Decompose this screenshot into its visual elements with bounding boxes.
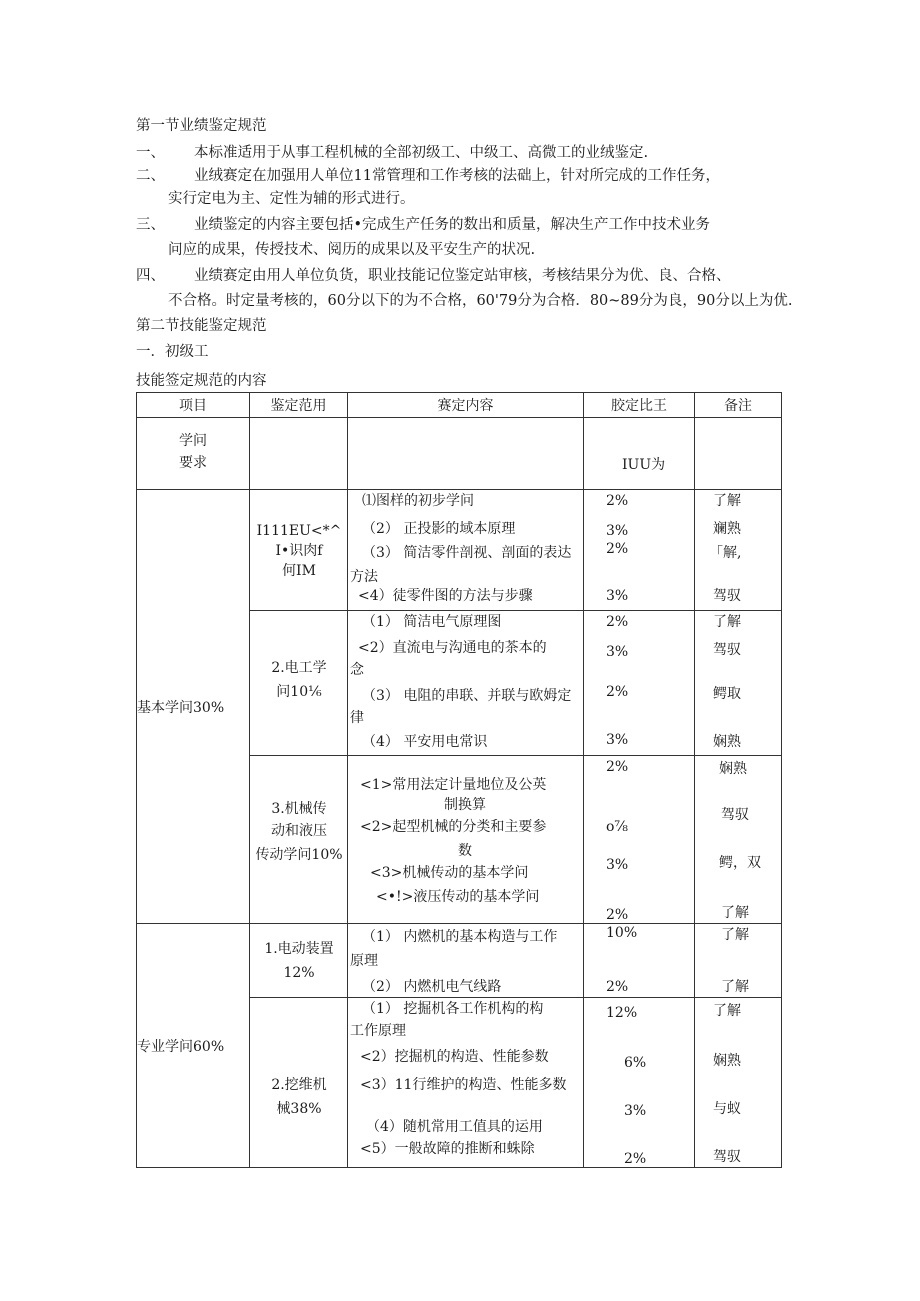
- ratio-text: 10%: [606, 925, 638, 941]
- item-1-line-1: 本标准适用于从事工程机械的全部初级工、中级工、高微工的业绒鉴定.: [194, 145, 649, 161]
- content-text: <•!>液压传动的基本学问: [376, 889, 540, 905]
- item-3-line-2: 问应的成果，传授技术、阅历的成果以及平安生产的状况.: [168, 242, 536, 258]
- note-text: 斓熟: [713, 521, 741, 537]
- note-text: 娴熟: [713, 734, 741, 750]
- item-2-line-1: 业绒赛定在加强用人单位11常管理和工作考核的法础上，针对所完成的工作任务，: [194, 168, 720, 184]
- scope-text: I111EU<*^: [256, 523, 342, 539]
- ratio-text: 3%: [606, 588, 629, 604]
- knowledge-label-1: 学问: [179, 433, 207, 449]
- content-text: （1） 内燃机的基本构造与工作: [362, 929, 558, 945]
- header-note: 备注: [695, 393, 782, 418]
- content-text: <2>起型机械的分类和主要参: [360, 819, 547, 835]
- cell-empty: [695, 418, 782, 490]
- ratio-text: 3%: [606, 644, 629, 660]
- content-text: 工作原理: [350, 1023, 406, 1039]
- cell-scope: [250, 998, 348, 1168]
- ratio-text: 3%: [606, 523, 629, 539]
- content-text: <1>常用法定计量地位及公英: [360, 777, 547, 793]
- content-text: （2） 正投影的域本原理: [362, 521, 516, 537]
- skill-spec-table: [136, 392, 782, 1168]
- cell-ratio: [584, 611, 695, 756]
- ratio-text: 2%: [624, 1151, 647, 1167]
- note-text: 「解,: [709, 545, 742, 561]
- content-text: （4） 平安用电常识: [362, 734, 488, 750]
- ratio-text: 6%: [624, 1055, 647, 1071]
- scope-text: 3.机械传: [271, 801, 327, 817]
- scope-text: 2.电工学: [271, 660, 327, 676]
- content-text: 原理: [350, 953, 378, 969]
- cell-content: [348, 490, 584, 611]
- item-4-line-1: 业绩赛定由用人单位负货，职业技能记位鉴定站审核，考核结果分为优、良、合格、: [194, 268, 731, 284]
- ratio-text: 2%: [606, 907, 629, 923]
- header-scope: 鉴定范用: [250, 393, 348, 418]
- ratio-text: 3%: [606, 732, 629, 748]
- cell-note: [695, 924, 782, 998]
- ratio-text: 2%: [606, 684, 629, 700]
- ratio-text: 2%: [606, 541, 629, 557]
- cell-ratio-total: [584, 418, 695, 490]
- ratio-text: 2%: [606, 759, 629, 775]
- note-text: 了解: [721, 905, 749, 921]
- cell-content: [348, 756, 584, 924]
- content-text: <5）一般故障的推断和蛛除: [360, 1141, 535, 1157]
- content-text: 方法: [350, 569, 378, 585]
- scope-text: 何IM: [282, 563, 316, 579]
- content-text: （1） 简洁电气原理图: [362, 614, 502, 630]
- note-text: 鳄取: [713, 686, 741, 702]
- item-num-1: 一、: [136, 145, 165, 161]
- header-content: 赛定内容: [348, 393, 584, 418]
- note-text: 驾驭: [713, 1149, 741, 1165]
- table-row: [137, 418, 782, 490]
- cell-ratio: [584, 998, 695, 1168]
- cell-note: [695, 490, 782, 611]
- table-row: [137, 924, 782, 998]
- scope-text: 1.电动装置: [264, 941, 334, 957]
- ratio-text: 2%: [606, 614, 629, 630]
- professional-knowledge-label: 专业学问60%: [137, 1038, 225, 1055]
- item-2-line-2: 实行定电为主、定性为辅的形式进行。: [168, 191, 415, 207]
- ratio-text: 3%: [624, 1103, 647, 1119]
- cell-scope: [250, 490, 348, 611]
- header-item: 项目: [137, 393, 250, 418]
- content-text: （3） 电阻的串联、并联与欧姆定: [362, 688, 572, 704]
- note-text: 了解: [721, 979, 749, 995]
- ratio-text: 2%: [606, 493, 629, 509]
- ratio-total: IUU为: [622, 457, 666, 473]
- ratio-text: 2%: [606, 979, 629, 995]
- header-ratio: 胶定比王: [584, 393, 695, 418]
- item-4-line-2: 不合格。时定量考核的，60分以下的为不合格，60'79分为合格．80~89分为良，90分以上为优.: [168, 293, 793, 309]
- cell-professional-label: [137, 924, 250, 1168]
- note-text: 驾驭: [713, 642, 741, 658]
- ratio-text: 3%: [606, 857, 629, 873]
- content-text: <4）徒零件图的方法与步骤: [358, 588, 533, 604]
- section2-title: 第二节技能鉴定规范: [136, 318, 267, 334]
- section1-title: 第一节业绩鉴定规范: [136, 118, 267, 134]
- note-text: 娴熟: [719, 761, 747, 777]
- note-text: 鳄，双: [719, 855, 761, 871]
- cell-ratio: [584, 490, 695, 611]
- cell-content: [348, 998, 584, 1168]
- cell-scope: [250, 756, 348, 924]
- scope-text: 械38%: [276, 1101, 322, 1117]
- item-num-2: 二、: [136, 168, 165, 184]
- cell-ratio: [584, 756, 695, 924]
- content-text: ⑴图样的初步学问: [362, 493, 474, 509]
- scope-text: 动和液压: [271, 823, 327, 839]
- content-text: <2）直流电与沟通电的茶本的: [358, 640, 547, 656]
- cell-empty: [348, 418, 584, 490]
- scope-text: I•识肉f: [275, 543, 323, 559]
- content-text: （1） 挖掘机各工作机构的构: [362, 1001, 544, 1017]
- cell-content: [348, 611, 584, 756]
- content-text: （2） 内燃机电气线路: [362, 979, 502, 995]
- note-text: 了解: [713, 614, 741, 630]
- note-text: 驾驭: [713, 588, 741, 604]
- item-num-4: 四、: [136, 268, 165, 284]
- scope-text: 2.挖维机: [271, 1077, 327, 1093]
- cell-note: [695, 998, 782, 1168]
- cell-note: [695, 756, 782, 924]
- item-num-3: 三、: [136, 217, 165, 233]
- cell-basic-label: [137, 490, 250, 924]
- content-text: 制换算: [444, 797, 486, 813]
- ratio-text: o⅞: [606, 819, 628, 835]
- note-text: 了解: [713, 1003, 741, 1019]
- cell-scope: [250, 611, 348, 756]
- scope-text: 问10⅙: [276, 684, 322, 700]
- cell-item-knowledge: [137, 418, 250, 490]
- note-text: 了解: [721, 927, 749, 943]
- item-3-line-1: 业绩鉴定的内容主要包括•完成生产任务的数出和质量，解决生产工作中技术业务: [194, 217, 711, 233]
- cell-scope: [250, 924, 348, 998]
- table-header-row: [137, 393, 782, 418]
- note-text: 驾驭: [721, 807, 749, 823]
- note-text: 了解: [713, 493, 741, 509]
- cell-content: [348, 924, 584, 998]
- content-text: <3>机械传动的基本学问: [370, 865, 529, 881]
- ratio-text: 12%: [606, 1005, 638, 1021]
- content-text: <3）11行维护的构造、性能多数: [360, 1077, 567, 1093]
- cell-empty: [250, 418, 348, 490]
- table-caption: 技能签定规范的内容: [136, 373, 267, 389]
- note-text: 与蚁: [713, 1101, 741, 1117]
- content-text: （3） 简洁零件剖视、剖面的表达: [362, 545, 572, 561]
- content-text: （4）随机常用工值具的运用: [366, 1119, 543, 1135]
- cell-ratio: [584, 924, 695, 998]
- content-text: 数: [458, 843, 472, 859]
- cell-note: [695, 611, 782, 756]
- scope-text: 传动学问10%: [255, 847, 343, 863]
- basic-knowledge-label: 基本学问30%: [137, 699, 225, 716]
- scope-text: 12%: [283, 965, 315, 981]
- note-text: 娴熟: [713, 1053, 741, 1069]
- content-text: 律: [350, 710, 364, 726]
- content-text: <2）挖掘机的构造、性能参数: [360, 1049, 549, 1065]
- table-row: [137, 490, 782, 611]
- content-text: 念: [350, 662, 364, 678]
- section2-subtitle: 一．初级工: [136, 344, 209, 360]
- knowledge-label-2: 要求: [179, 455, 207, 471]
